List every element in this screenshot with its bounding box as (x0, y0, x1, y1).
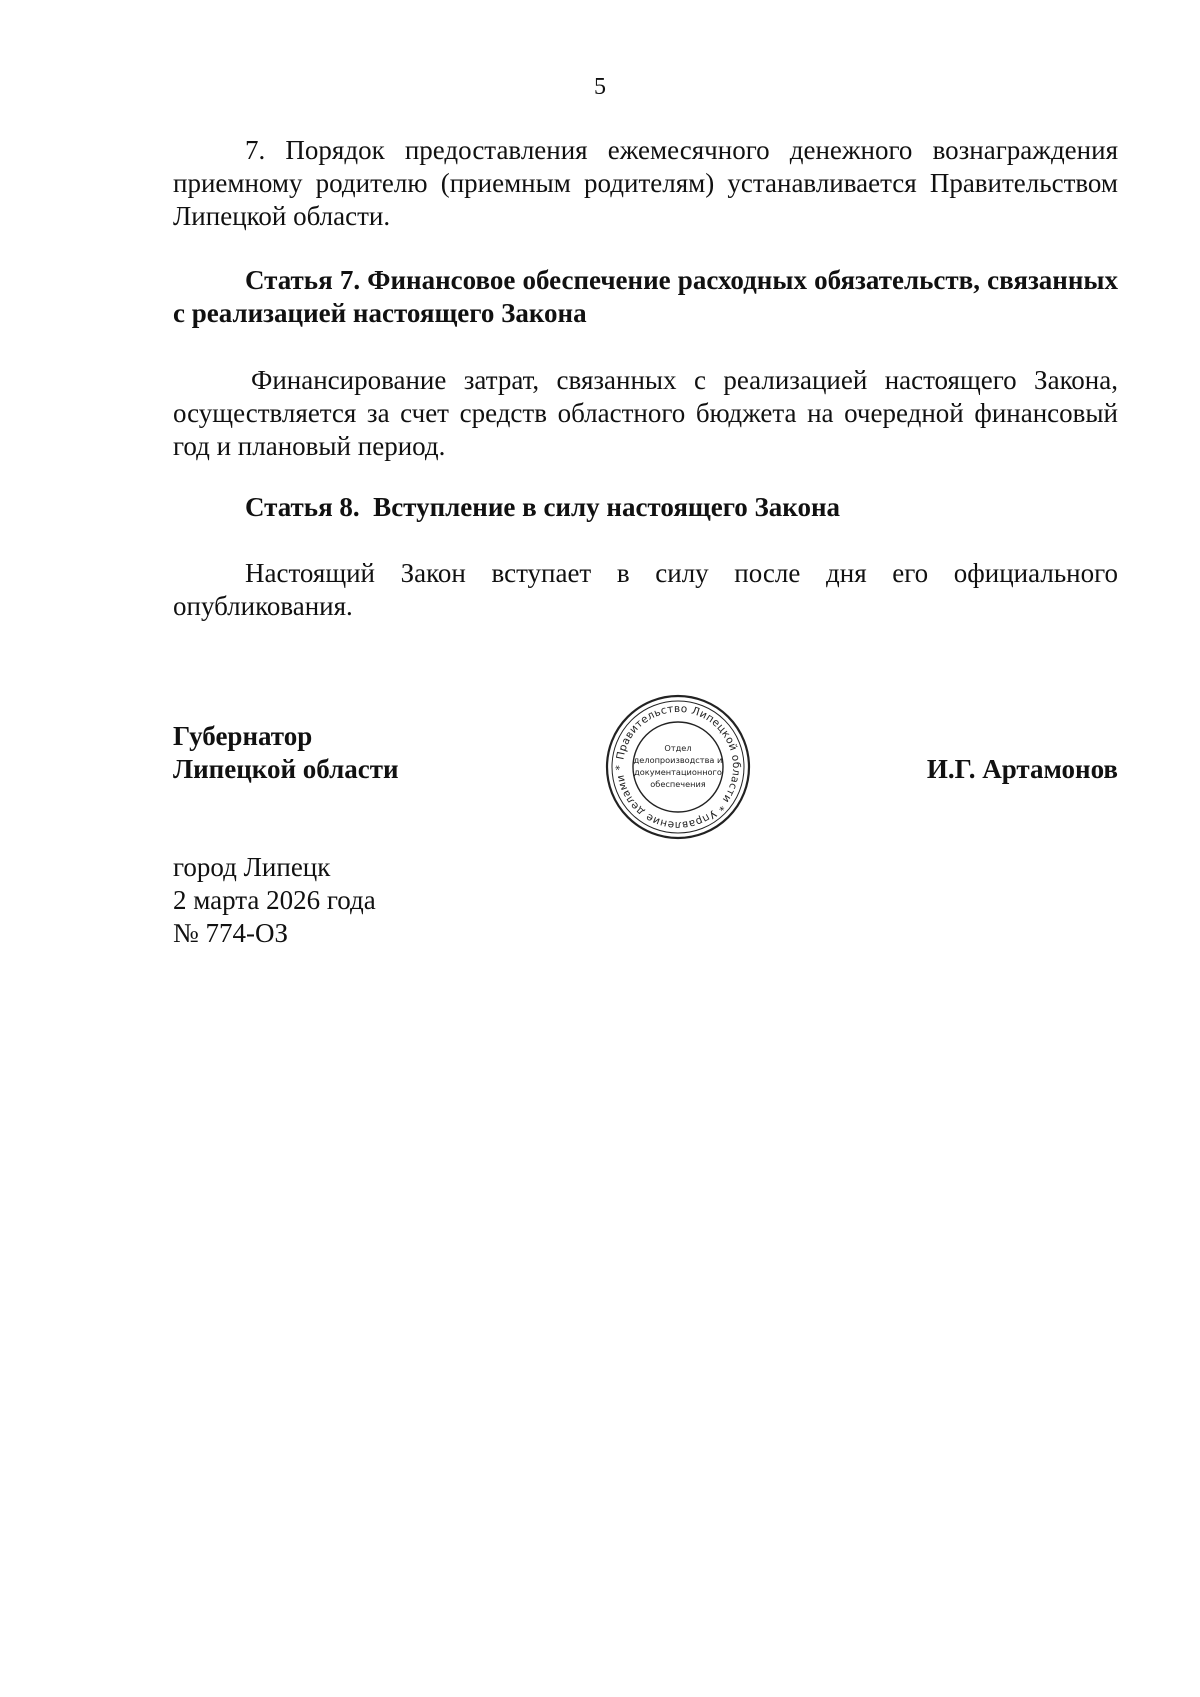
official-seal (604, 693, 752, 841)
signatory-name: И.Г. Артамонов (926, 754, 1118, 784)
signatory-title-line1: Губернатор (173, 721, 313, 751)
article-7-heading: Статья 7. Финансовое обеспечение расходных обязательств, связанных с реализацией настоящего Закона (173, 265, 1118, 328)
signatory-title (173, 720, 399, 786)
footer-date: 2 марта 2026 года (173, 885, 376, 915)
footer-number: № 774-ОЗ (173, 918, 289, 948)
seal-outer-text: Правительство Липецкой области * Управление делами * (613, 702, 743, 832)
seal-center-line-2: делопроизводства и (633, 755, 723, 765)
seal-center-line-1: Отдел (664, 743, 692, 753)
article-8-text: Настоящий Закон вступает в силу после дня его официального опубликования. (173, 558, 1118, 621)
article-7-text: Финансирование затрат, связанных с реализацией настоящего Закона, осуществляется за счет средств областного бюджета на очередной финансовый год и плановый период. (173, 365, 1118, 461)
paragraph-7: 7. Порядок предоставления ежемесячного денежного вознаграждения приемному родителю (приемным родителям) устанавливается Правительством Липецкой области. (173, 135, 1118, 231)
seal-center-line-3: документационного (634, 767, 722, 777)
footer-city: город Липецк (173, 852, 331, 882)
document-footer (173, 851, 376, 950)
seal-center-line-4: обеспечения (650, 779, 706, 789)
signatory-title-line2: Липецкой области (173, 754, 399, 784)
page-number: 5 (594, 74, 606, 100)
article-8-heading: Статья 8. Вступление в силу настоящего Закона (245, 492, 841, 522)
